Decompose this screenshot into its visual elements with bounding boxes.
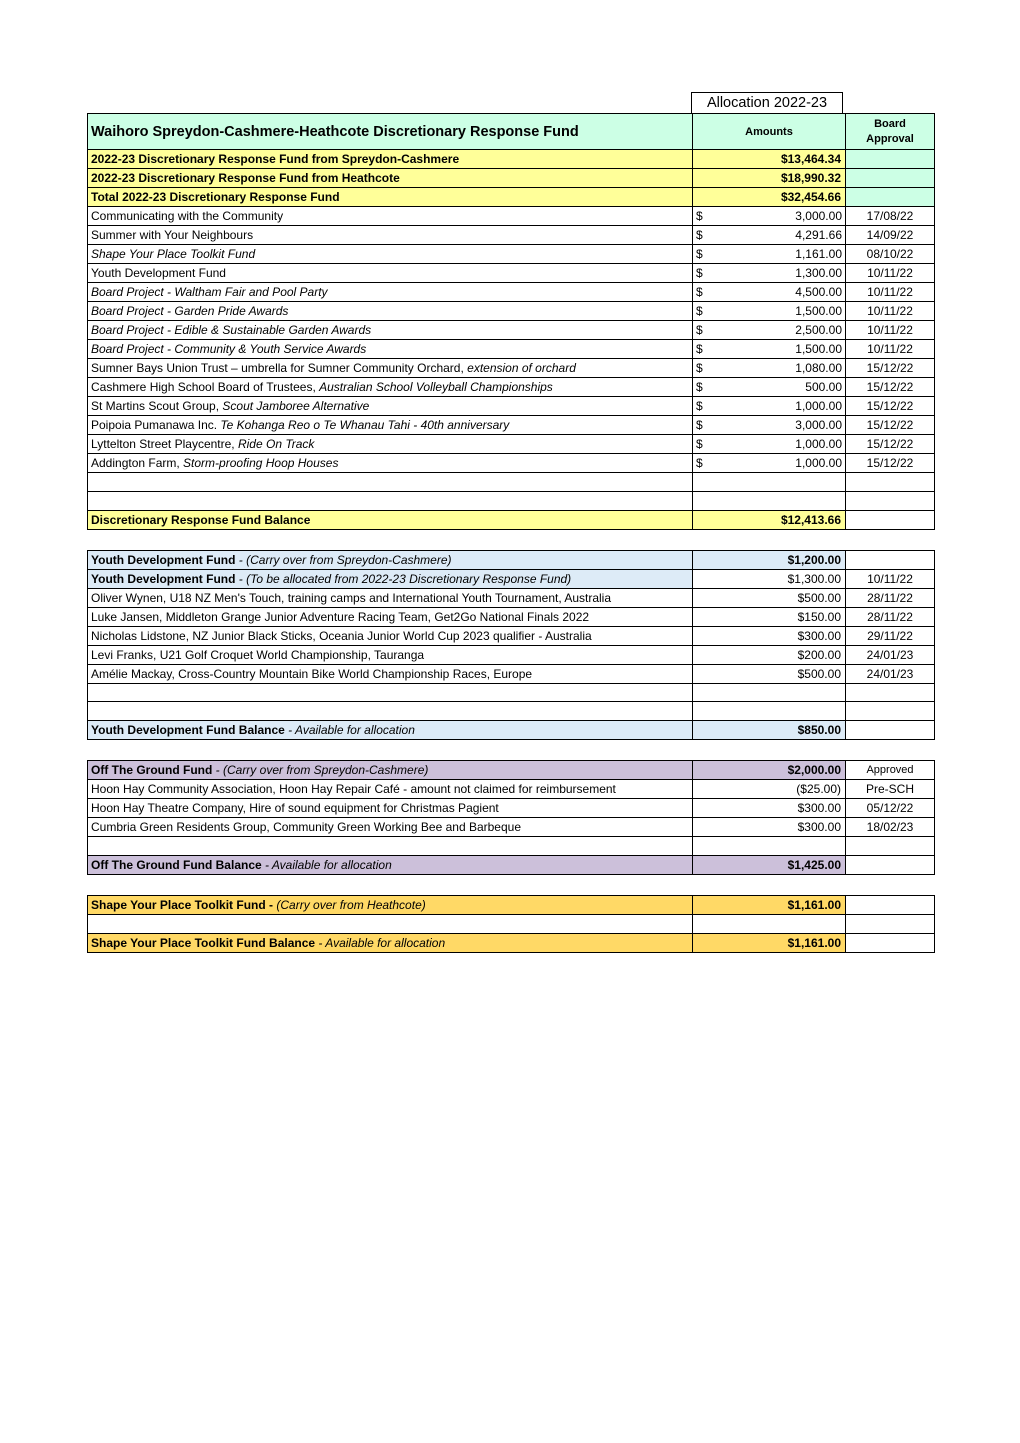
youth-fund-table [87,550,935,741]
title-row [88,114,935,150]
amounts-header: Amounts [693,114,846,150]
item-description: Levi Franks, U21 Golf Croquet World Championship, Tauranga [88,645,693,664]
item-description: Hoon Hay Theatre Company, Hire of sound equipment for Christmas Pagient [88,799,693,818]
table-row [88,264,935,283]
shape-balance-row: Shape Your Place Toolkit Fund Balance - Available for allocation $1,161.00 [88,933,935,952]
shape-fund-table [87,895,935,953]
item-date: 29/11/22 [846,626,935,645]
item-amount: $ 4,500.00 [693,283,846,302]
table-row [88,780,935,799]
empty-row [88,683,935,702]
item-date: Pre-SCH [846,780,935,799]
summary-row: 2022-23 Discretionary Response Fund from Heathcote $18,990.32 [88,169,935,188]
item-amount: $ 4,291.66 [693,226,846,245]
balance-amount: $12,413.66 [693,510,846,529]
item-date: 10/11/22 [846,340,935,359]
item-amount: ($25.00) [693,780,846,799]
item-description: Shape Your Place Toolkit Fund [88,245,693,264]
item-date: 15/12/22 [846,416,935,435]
item-amount: $ 1,161.00 [693,245,846,264]
balance-row [88,510,935,529]
item-description: Amélie Mackay, Cross-Country Mountain Bike World Championship Races, Europe [88,664,693,683]
item-date: 17/08/22 [846,207,935,226]
empty-row [88,491,935,510]
item-date: 05/12/22 [846,799,935,818]
item-date: 28/11/22 [846,588,935,607]
allocation-header: Allocation 2022-23 [691,92,843,113]
table-row [88,645,935,664]
item-date: 14/09/22 [846,226,935,245]
table-row [88,818,935,837]
item-description: Board Project - Waltham Fair and Pool Party [88,283,693,302]
shape-header-row: Shape Your Place Toolkit Fund - (Carry over from Heathcote) $1,161.00 [88,895,935,914]
item-description: Oliver Wynen, U18 NZ Men's Touch, training camps and International Youth Tournament, Australia [88,588,693,607]
item-date: 10/11/22 [846,321,935,340]
table-row [88,245,935,264]
board-approval-header: Board Approval [846,114,935,150]
empty-row [88,702,935,721]
table-row [88,321,935,340]
youth-balance-row: Youth Development Fund Balance - Available for allocation $850.00 [88,721,935,740]
item-description: Poipoia Pumanawa Inc. Te Kohanga Reo o Te Whanau Tahi - 40th anniversary [88,416,693,435]
item-amount: $150.00 [693,607,846,626]
fund-title: Waihoro Spreydon-Cashmere-Heathcote Discretionary Response Fund [88,114,693,150]
discretionary-fund-table [87,113,935,530]
item-amount: $ 500.00 [693,378,846,397]
item-date: 15/12/22 [846,378,935,397]
item-description: Board Project - Community & Youth Service Awards [88,340,693,359]
off-ground-header-row: Off The Ground Fund - (Carry over from Spreydon-Cashmere) $2,000.00 Approved [88,761,935,780]
item-amount: $ 1,080.00 [693,359,846,378]
item-date: 10/11/22 [846,302,935,321]
table-row [88,416,935,435]
summary-row: 2022-23 Discretionary Response Fund from Spreydon-Cashmere $13,464.34 [88,150,935,169]
item-amount: $300.00 [693,626,846,645]
empty-row [88,914,935,933]
item-description: Summer with Your Neighbours [88,226,693,245]
table-row [88,626,935,645]
item-date: 08/10/22 [846,245,935,264]
item-description: Cashmere High School Board of Trustees, Australian School Volleyball Championships [88,378,693,397]
item-amount: $500.00 [693,588,846,607]
item-amount: $ 3,000.00 [693,207,846,226]
item-amount: $ 1,300.00 [693,264,846,283]
item-description: Luke Jansen, Middleton Grange Junior Adventure Racing Team, Get2Go National Finals 2022 [88,607,693,626]
table-row [88,588,935,607]
table-row [88,607,935,626]
item-amount: $ 1,500.00 [693,340,846,359]
item-description: Cumbria Green Residents Group, Community Green Working Bee and Barbeque [88,818,693,837]
item-description: Hoon Hay Community Association, Hoon Hay Repair Café - amount not claimed for reimbursement [88,780,693,799]
item-date: 24/01/23 [846,664,935,683]
item-description: Communicating with the Community [88,207,693,226]
item-amount: $ 2,500.00 [693,321,846,340]
table-row [88,397,935,416]
item-description: Lyttelton Street Playcentre, Ride On Track [88,435,693,454]
item-amount: $300.00 [693,799,846,818]
item-amount: $ 1,000.00 [693,435,846,454]
balance-label: Discretionary Response Fund Balance [88,510,693,529]
item-description: Board Project - Garden Pride Awards [88,302,693,321]
empty-row [88,837,935,856]
item-description: Board Project - Edible & Sustainable Garden Awards [88,321,693,340]
item-description: Addington Farm, Storm-proofing Hoop Houses [88,454,693,473]
table-row [88,378,935,397]
item-date: 15/12/22 [846,454,935,473]
table-row [88,340,935,359]
item-date: 10/11/22 [846,264,935,283]
youth-header-row: Youth Development Fund - (Carry over from Spreydon-Cashmere) $1,200.00 [88,550,935,569]
table-row [88,283,935,302]
empty-row [88,473,935,492]
summary-row: Total 2022-23 Discretionary Response Fund $32,454.66 [88,188,935,207]
item-date: 24/01/23 [846,645,935,664]
item-date: 28/11/22 [846,607,935,626]
item-date: 18/02/23 [846,818,935,837]
item-amount: $500.00 [693,664,846,683]
item-date: 15/12/22 [846,397,935,416]
item-date: 10/11/22 [846,283,935,302]
table-row [88,435,935,454]
item-date: 15/12/22 [846,359,935,378]
item-description: Nicholas Lidstone, NZ Junior Black Sticks, Oceania Junior World Cup 2023 qualifier - Australia [88,626,693,645]
table-row [88,226,935,245]
item-amount: $ 1,500.00 [693,302,846,321]
item-amount: $ 1,000.00 [693,397,846,416]
table-row [88,454,935,473]
youth-header-row: Youth Development Fund - (To be allocated from 2022-23 Discretionary Response Fund) $1,300.00 10/11/22 [88,569,935,588]
spreadsheet [87,92,934,953]
table-row [88,207,935,226]
item-date: 15/12/22 [846,435,935,454]
item-amount: $300.00 [693,818,846,837]
table-row [88,799,935,818]
item-description: Sumner Bays Union Trust – umbrella for Sumner Community Orchard, extension of orchard [88,359,693,378]
table-row [88,664,935,683]
item-description: Youth Development Fund [88,264,693,283]
off-ground-balance-row: Off The Ground Fund Balance - Available for allocation $1,425.00 [88,855,935,874]
item-amount: $200.00 [693,645,846,664]
item-amount: $ 1,000.00 [693,454,846,473]
item-description: St Martins Scout Group, Scout Jamboree Alternative [88,397,693,416]
item-amount: $ 3,000.00 [693,416,846,435]
off-ground-fund-table [87,760,935,875]
table-row [88,302,935,321]
table-row [88,359,935,378]
